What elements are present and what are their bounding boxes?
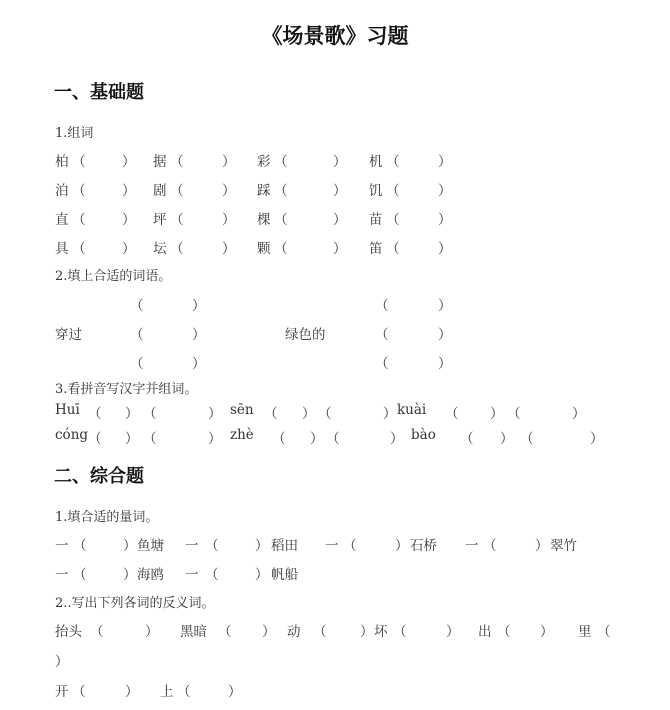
blank-close-paren: ）: [333, 154, 347, 170]
char-item: 直: [55, 212, 69, 228]
question-label-1-3: 3.看拼音写汉字并组词。: [55, 382, 198, 397]
answer-blank[interactable]: [459, 402, 490, 420]
prefix-yi: 一: [465, 538, 479, 554]
blank-close-paren: ）: [535, 538, 549, 554]
char-item: 踩: [257, 183, 271, 199]
blank-close-paren: ）: [122, 183, 136, 199]
blank-close-paren: ）: [122, 212, 136, 228]
char-item: 彩: [257, 154, 271, 170]
blank-close-paren: ）: [125, 406, 139, 422]
blank-open-paren: （: [597, 624, 611, 640]
blank-close-paren: ）: [262, 624, 276, 640]
answer-blank[interactable]: [157, 427, 208, 445]
answer-blank[interactable]: [102, 402, 125, 420]
blank-close-paren: ）: [360, 624, 374, 640]
blank-close-paren: ）: [192, 327, 206, 343]
answer-blank[interactable]: [288, 150, 333, 168]
answer-blank[interactable]: [332, 402, 383, 420]
answer-blank[interactable]: [288, 179, 333, 197]
antonym-word: 抬头: [55, 624, 82, 640]
char-item: 泊: [55, 183, 69, 199]
answer-blank[interactable]: [400, 150, 438, 168]
blank-close-paren: ）: [333, 212, 347, 228]
blank-close-paren: ）: [438, 241, 452, 257]
blank-open-paren: （: [130, 356, 144, 372]
blank-open-paren: （: [386, 241, 400, 257]
blank-close-paren: ）: [446, 624, 460, 640]
blank-close-paren: ）: [55, 654, 69, 670]
antonym-word: 出: [478, 624, 492, 640]
answer-blank[interactable]: [340, 427, 390, 445]
blank-close-paren: ）: [310, 431, 324, 447]
blank-open-paren: （: [72, 183, 86, 199]
blank-close-paren: ）: [125, 431, 139, 447]
blank-open-paren: （: [73, 538, 87, 554]
blank-close-paren: ）: [208, 406, 222, 422]
answer-blank[interactable]: [278, 402, 302, 420]
blank-open-paren: （: [170, 241, 184, 257]
answer-blank[interactable]: [286, 427, 310, 445]
blank-close-paren: ）: [438, 154, 452, 170]
answer-blank[interactable]: [102, 427, 125, 445]
answer-blank[interactable]: [191, 680, 228, 698]
noun-item: 石桥: [410, 538, 437, 554]
char-item: 机: [369, 154, 383, 170]
antonym-word: 黑暗: [180, 624, 207, 640]
blank-open-paren: （: [88, 431, 102, 447]
answer-blank[interactable]: [400, 179, 438, 197]
blank-close-paren: ）: [122, 154, 136, 170]
blank-close-paren: ）: [123, 538, 137, 554]
blank-open-paren: （: [274, 183, 288, 199]
answer-blank[interactable]: [400, 208, 438, 226]
answer-blank[interactable]: [511, 620, 540, 638]
blank-open-paren: （: [170, 183, 184, 199]
answer-blank[interactable]: [144, 294, 192, 312]
noun-item: 帆船: [271, 567, 298, 583]
blank-open-paren: （: [177, 684, 191, 700]
blank-close-paren: ）: [383, 406, 397, 422]
pinyin-label: bào: [411, 427, 436, 443]
blank-open-paren: （: [445, 406, 459, 422]
blank-close-paren: ）: [395, 538, 409, 554]
blank-close-paren: ）: [438, 183, 452, 199]
blank-open-paren: （: [218, 624, 232, 640]
answer-blank[interactable]: [288, 208, 333, 226]
blank-open-paren: （: [386, 183, 400, 199]
blank-open-paren: （: [460, 431, 474, 447]
noun-item: 稻田: [271, 538, 298, 554]
blank-open-paren: （: [272, 431, 286, 447]
answer-blank[interactable]: [144, 323, 192, 341]
answer-blank[interactable]: [389, 323, 438, 341]
blank-open-paren: （: [274, 241, 288, 257]
blank-open-paren: （: [483, 538, 497, 554]
pinyin-label: kuài: [397, 402, 427, 418]
section-heading-basic: 一、基础题: [54, 82, 144, 103]
answer-blank[interactable]: [144, 352, 192, 370]
noun-item: 鱼塘: [137, 538, 164, 554]
blank-close-paren: ）: [438, 356, 452, 372]
answer-blank[interactable]: [389, 294, 438, 312]
antonym-word: 动: [287, 624, 301, 640]
noun-item: 翠竹: [550, 538, 577, 554]
pinyin-label: sēn: [230, 402, 254, 418]
answer-blank[interactable]: [86, 237, 122, 255]
blank-open-paren: （: [72, 154, 86, 170]
blank-open-paren: （: [130, 327, 144, 343]
char-item: 具: [55, 241, 69, 257]
answer-blank[interactable]: [474, 427, 500, 445]
answer-blank[interactable]: [357, 534, 395, 552]
blank-open-paren: （: [375, 298, 389, 314]
antonym-word: 开: [55, 684, 69, 700]
question-label-2-1: 1.填合适的量词。: [55, 510, 159, 525]
blank-close-paren: ）: [145, 624, 159, 640]
blank-close-paren: ）: [438, 327, 452, 343]
blank-close-paren: ）: [590, 431, 604, 447]
blank-open-paren: （: [274, 154, 288, 170]
section-heading-comprehensive: 二、综合题: [54, 466, 144, 487]
blank-close-paren: ）: [438, 212, 452, 228]
pinyin-label: zhè: [230, 427, 254, 443]
blank-close-paren: ）: [192, 356, 206, 372]
blank-close-paren: ）: [123, 567, 137, 583]
antonym-word: 坏: [374, 624, 388, 640]
antonym-word: 里: [578, 624, 592, 640]
pinyin-label: cóng: [55, 427, 89, 443]
answer-blank[interactable]: [86, 208, 122, 226]
answer-blank[interactable]: [389, 352, 438, 370]
blank-open-paren: （: [130, 298, 144, 314]
antonym-word: 上: [160, 684, 174, 700]
prefix-yi: 一: [55, 538, 69, 554]
blank-open-paren: （: [386, 154, 400, 170]
blank-close-paren: ）: [500, 431, 514, 447]
blank-open-paren: （: [274, 212, 288, 228]
blank-open-paren: （: [318, 406, 332, 422]
blank-close-paren: ）: [192, 298, 206, 314]
blank-close-paren: ）: [572, 406, 586, 422]
blank-open-paren: （: [143, 406, 157, 422]
blank-open-paren: （: [90, 624, 104, 640]
blank-open-paren: （: [264, 406, 278, 422]
question-label-1-2: 2.填上合适的词语。: [55, 269, 172, 284]
question-label-1-1: 1.组词: [55, 126, 94, 141]
blank-close-paren: ）: [255, 567, 269, 583]
blank-close-paren: ）: [302, 406, 316, 422]
answer-blank[interactable]: [86, 680, 125, 698]
blank-close-paren: ）: [490, 406, 504, 422]
blank-open-paren: （: [393, 624, 407, 640]
char-item: 苗: [369, 212, 383, 228]
answer-blank[interactable]: [521, 402, 572, 420]
blank-open-paren: （: [497, 624, 511, 640]
answer-blank[interactable]: [86, 179, 122, 197]
char-item: 坪: [153, 212, 167, 228]
answer-blank[interactable]: [327, 620, 360, 638]
answer-blank[interactable]: [184, 150, 222, 168]
char-item: 坛: [153, 241, 167, 257]
blank-open-paren: （: [326, 431, 340, 447]
answer-blank[interactable]: [497, 534, 535, 552]
answer-blank[interactable]: [184, 208, 222, 226]
answer-blank[interactable]: [87, 563, 123, 581]
prefix-yi: 一: [185, 567, 199, 583]
char-item: 颗: [257, 241, 271, 257]
blank-open-paren: （: [386, 212, 400, 228]
blank-open-paren: （: [507, 406, 521, 422]
blank-close-paren: ）: [390, 431, 404, 447]
blank-open-paren: （: [375, 327, 389, 343]
char-item: 据: [153, 154, 167, 170]
answer-blank[interactable]: [104, 620, 145, 638]
blank-close-paren: ）: [222, 212, 236, 228]
blank-open-paren: （: [375, 356, 389, 372]
blank-open-paren: （: [143, 431, 157, 447]
blank-open-paren: （: [170, 212, 184, 228]
blank-close-paren: ）: [222, 241, 236, 257]
answer-blank[interactable]: [232, 620, 262, 638]
blank-open-paren: （: [72, 684, 86, 700]
answer-blank[interactable]: [184, 237, 222, 255]
answer-blank[interactable]: [219, 534, 255, 552]
char-item: 柏: [55, 154, 69, 170]
answer-blank[interactable]: [157, 402, 208, 420]
prefix-yi: 一: [185, 538, 199, 554]
char-item: 棵: [257, 212, 271, 228]
page-title: 《场景歌》习题: [261, 24, 409, 48]
answer-blank[interactable]: [407, 620, 446, 638]
blank-open-paren: （: [88, 406, 102, 422]
blank-open-paren: （: [520, 431, 534, 447]
answer-blank[interactable]: [400, 237, 438, 255]
blank-open-paren: （: [313, 624, 327, 640]
answer-blank[interactable]: [184, 179, 222, 197]
blank-close-paren: ）: [222, 154, 236, 170]
word-lvsede: 绿色的: [285, 327, 326, 343]
word-chuanguo: 穿过: [55, 327, 82, 343]
char-item: 饥: [369, 183, 383, 199]
blank-close-paren: ）: [333, 241, 347, 257]
blank-close-paren: ）: [125, 684, 139, 700]
blank-close-paren: ）: [208, 431, 222, 447]
pinyin-label: Huī: [55, 402, 80, 418]
blank-open-paren: （: [343, 538, 357, 554]
char-item: 笛: [369, 241, 383, 257]
blank-close-paren: ）: [333, 183, 347, 199]
question-label-2-2: 2..写出下列各词的反义词。: [55, 596, 215, 611]
answer-blank[interactable]: [288, 237, 333, 255]
blank-open-paren: （: [73, 567, 87, 583]
answer-blank[interactable]: [534, 427, 590, 445]
blank-close-paren: ）: [122, 241, 136, 257]
blank-open-paren: （: [170, 154, 184, 170]
blank-close-paren: ）: [438, 298, 452, 314]
blank-open-paren: （: [205, 538, 219, 554]
answer-blank[interactable]: [87, 534, 123, 552]
noun-item: 海鸥: [137, 567, 164, 583]
blank-open-paren: （: [72, 241, 86, 257]
char-item: 剧: [153, 183, 167, 199]
blank-close-paren: ）: [222, 183, 236, 199]
answer-blank[interactable]: [219, 563, 255, 581]
blank-close-paren: ）: [540, 624, 554, 640]
blank-open-paren: （: [72, 212, 86, 228]
blank-close-paren: ）: [255, 538, 269, 554]
prefix-yi: 一: [325, 538, 339, 554]
prefix-yi: 一: [55, 567, 69, 583]
blank-close-paren: ）: [228, 684, 242, 700]
blank-open-paren: （: [205, 567, 219, 583]
answer-blank[interactable]: [86, 150, 122, 168]
